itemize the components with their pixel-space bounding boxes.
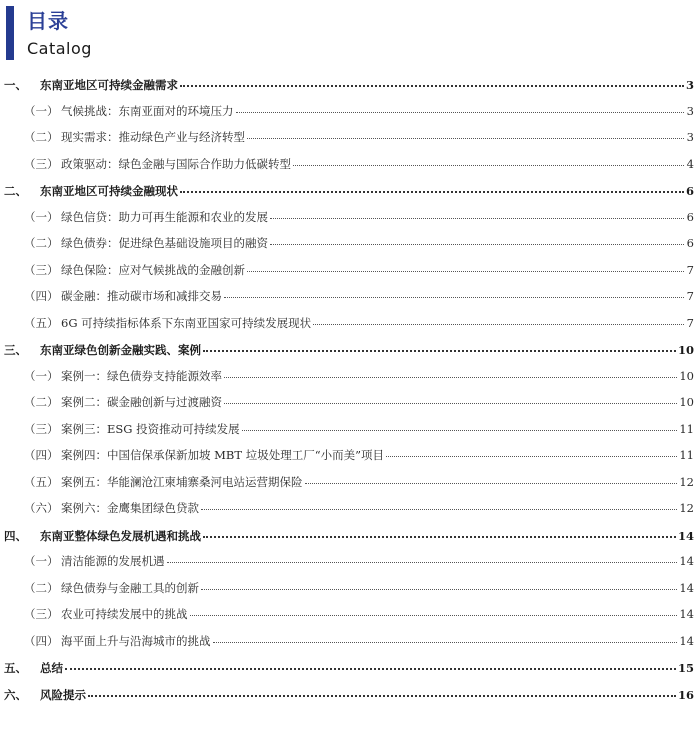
- toc-row: [0, 499, 694, 517]
- toc-section-entry[interactable]: [0, 310, 700, 337]
- toc-entry-number: （六）: [24, 501, 59, 515]
- toc-page-number: 7: [686, 315, 694, 330]
- toc-entry-number: （一）: [24, 209, 59, 224]
- toc-chapter-entry[interactable]: [0, 71, 700, 98]
- dot-leader: [213, 630, 678, 643]
- toc-entry-title: 碳金融：推动碳市场和减排交易: [61, 289, 222, 303]
- toc-entry-title: 政策驱动：绿色金融与国际合作助力低碳转型: [61, 156, 291, 171]
- dot-leader: [203, 524, 676, 538]
- page-title: 目录: [27, 9, 69, 33]
- toc-entry-title: 案例三：ESG 投资推动可持续发展: [61, 421, 240, 436]
- toc-page-number: 3: [686, 130, 694, 144]
- toc-row: [0, 473, 694, 491]
- toc-section-entry[interactable]: [0, 283, 700, 310]
- dot-leader: [305, 471, 678, 484]
- toc-page-number: 12: [679, 474, 694, 489]
- dot-leader: [203, 338, 676, 352]
- toc-row: [0, 552, 694, 570]
- toc-entry-title: 总结: [40, 661, 63, 675]
- toc-entry-number: 四、: [4, 528, 27, 543]
- toc-page-number: 11: [679, 421, 694, 436]
- toc-section-entry[interactable]: [0, 442, 700, 469]
- toc-page-number: 10: [679, 395, 694, 409]
- toc-page-number: 6: [686, 236, 694, 250]
- toc-entry-title: 东南亚绿色创新金融实践、案例: [40, 343, 201, 357]
- toc-chapter-entry[interactable]: [0, 336, 700, 363]
- toc-entry-number: （三）: [24, 262, 59, 277]
- toc-row: [0, 75, 694, 93]
- toc-entry-number: （二）: [24, 580, 59, 595]
- toc-row: [0, 367, 694, 385]
- toc-row: [0, 314, 694, 332]
- toc-entry-number: 六、: [4, 687, 27, 702]
- toc-entry-number: （二）: [24, 236, 59, 250]
- toc-section-entry[interactable]: [0, 389, 700, 416]
- toc-page-number: 14: [679, 633, 694, 648]
- toc-section-entry[interactable]: [0, 416, 700, 443]
- dot-leader: [247, 126, 684, 139]
- toc-page-number: 10: [677, 343, 694, 357]
- table-of-contents: [0, 71, 700, 707]
- toc-section-entry[interactable]: [0, 628, 700, 655]
- dot-leader: [313, 312, 684, 325]
- toc-row: [0, 605, 694, 623]
- toc-row: [0, 234, 694, 252]
- toc-page-number: 14: [679, 580, 694, 595]
- toc-entry-title: 案例五：华能澜沧江柬埔寨桑河电站运营期保险: [61, 474, 303, 489]
- dot-leader: [270, 206, 684, 219]
- toc-section-entry[interactable]: [0, 601, 700, 628]
- dot-leader: [224, 365, 677, 378]
- dot-leader: [190, 603, 678, 616]
- toc-row: [0, 181, 694, 199]
- toc-entry-title: 东南亚地区可持续金融需求: [40, 78, 178, 92]
- toc-entry-title: 海平面上升与沿海城市的挑战: [61, 633, 211, 648]
- dot-leader: [180, 73, 684, 87]
- toc-row: [0, 658, 694, 676]
- toc-page-number: 7: [686, 289, 694, 303]
- accent-bar: [6, 6, 14, 60]
- toc-page-number: 15: [677, 661, 694, 675]
- dot-leader: [180, 179, 684, 193]
- toc-page-number: 14: [679, 554, 694, 568]
- toc-entry-number: （三）: [24, 156, 59, 171]
- toc-entry-title: 绿色债券：促进绿色基础设施项目的融资: [61, 236, 268, 250]
- dot-leader: [88, 683, 676, 697]
- toc-row: [0, 446, 694, 464]
- toc-entry-number: （三）: [24, 421, 59, 436]
- toc-row: [0, 685, 694, 703]
- dot-leader: [293, 153, 684, 166]
- dot-leader: [201, 497, 677, 510]
- toc-row: [0, 261, 694, 279]
- dot-leader: [167, 550, 678, 563]
- toc-entry-number: （二）: [24, 395, 59, 409]
- toc-page-number: 16: [677, 687, 694, 702]
- toc-section-entry[interactable]: [0, 495, 700, 522]
- toc-entry-title: 绿色信贷：助力可再生能源和农业的发展: [61, 209, 268, 224]
- dot-leader: [65, 656, 676, 670]
- toc-entry-title: 案例一：绿色债券支持能源效率: [61, 368, 222, 383]
- toc-chapter-entry[interactable]: [0, 681, 700, 708]
- toc-page-number: 4: [686, 156, 694, 171]
- toc-row: [0, 579, 694, 597]
- page-subtitle: Catalog: [27, 39, 92, 58]
- dot-leader: [201, 577, 677, 590]
- toc-entry-title: 风险提示: [40, 687, 86, 702]
- toc-entry-title: 案例六：金鹰集团绿色贷款: [61, 501, 199, 515]
- toc-entry-title: 清洁能源的发展机遇: [61, 554, 165, 568]
- toc-row: [0, 393, 694, 411]
- toc-section-entry[interactable]: [0, 363, 700, 390]
- toc-section-entry[interactable]: [0, 98, 700, 125]
- toc-row: [0, 420, 694, 438]
- toc-entry-number: （四）: [24, 633, 59, 648]
- toc-row: [0, 102, 694, 120]
- toc-entry-number: （一）: [24, 368, 59, 383]
- toc-entry-title: 气候挑战：东南亚面对的环境压力: [61, 103, 234, 118]
- toc-entry-number: 五、: [4, 661, 27, 675]
- toc-entry-title: 案例二：碳金融创新与过渡融资: [61, 395, 222, 409]
- toc-page-number: 12: [679, 501, 694, 515]
- toc-entry-title: 绿色保险：应对气候挑战的金融创新: [61, 262, 245, 277]
- dot-leader: [224, 285, 684, 298]
- toc-section-entry[interactable]: [0, 151, 700, 178]
- dot-leader: [247, 259, 684, 272]
- toc-entry-number: （三）: [24, 607, 59, 621]
- toc-section-entry[interactable]: [0, 230, 700, 257]
- toc-row: [0, 340, 694, 358]
- toc-entry-title: 现实需求：推动绿色产业与经济转型: [61, 130, 245, 144]
- toc-page-number: 3: [686, 103, 694, 118]
- toc-entry-title: 东南亚地区可持续金融现状: [40, 184, 178, 198]
- dot-leader: [236, 100, 685, 113]
- toc-entry-number: （四）: [24, 448, 59, 462]
- toc-entry-number: （五）: [24, 474, 59, 489]
- toc-row: [0, 526, 694, 544]
- toc-page-number: 14: [677, 528, 694, 543]
- toc-chapter-entry[interactable]: [0, 654, 700, 681]
- dot-leader: [224, 391, 677, 404]
- toc-row: [0, 632, 694, 650]
- toc-section-entry[interactable]: [0, 469, 700, 496]
- toc-section-entry[interactable]: [0, 257, 700, 284]
- toc-page-number: 3: [685, 78, 694, 92]
- toc-entry-number: 三、: [4, 343, 27, 357]
- toc-row: [0, 155, 694, 173]
- toc-page-number: 6: [686, 209, 694, 224]
- toc-section-entry[interactable]: [0, 575, 700, 602]
- toc-entry-number: （二）: [24, 130, 59, 144]
- dot-leader: [386, 444, 677, 457]
- toc-section-entry[interactable]: [0, 124, 700, 151]
- toc-page-number: 11: [679, 448, 694, 462]
- toc-entry-number: 二、: [4, 184, 27, 198]
- toc-chapter-entry[interactable]: [0, 177, 700, 204]
- toc-page-number: 10: [679, 368, 694, 383]
- toc-entry-title: 农业可持续发展中的挑战: [61, 607, 188, 621]
- toc-entry-number: （四）: [24, 289, 59, 303]
- toc-page-number: 6: [685, 184, 694, 198]
- toc-row: [0, 208, 694, 226]
- toc-entry-title: 6G 可持续指标体系下东南亚国家可持续发展现状: [61, 315, 312, 330]
- toc-section-entry[interactable]: [0, 204, 700, 231]
- toc-entry-number: （一）: [24, 554, 59, 568]
- toc-page-number: 7: [686, 262, 694, 277]
- toc-entry-title: 案例四：中国信保承保新加坡 MBT 垃圾处理工厂“小而美”项目: [61, 448, 384, 462]
- toc-row: [0, 128, 694, 146]
- toc-entry-title: 绿色债券与金融工具的创新: [61, 580, 199, 595]
- dot-leader: [242, 418, 678, 431]
- dot-leader: [270, 232, 684, 245]
- toc-section-entry[interactable]: [0, 548, 700, 575]
- toc-entry-number: （一）: [24, 103, 59, 118]
- toc-chapter-entry[interactable]: [0, 522, 700, 549]
- toc-row: [0, 287, 694, 305]
- toc-entry-number: 一、: [4, 78, 27, 92]
- toc-entry-number: （五）: [24, 315, 59, 330]
- toc-entry-title: 东南亚整体绿色发展机遇和挑战: [40, 528, 201, 543]
- toc-page-number: 14: [679, 607, 694, 621]
